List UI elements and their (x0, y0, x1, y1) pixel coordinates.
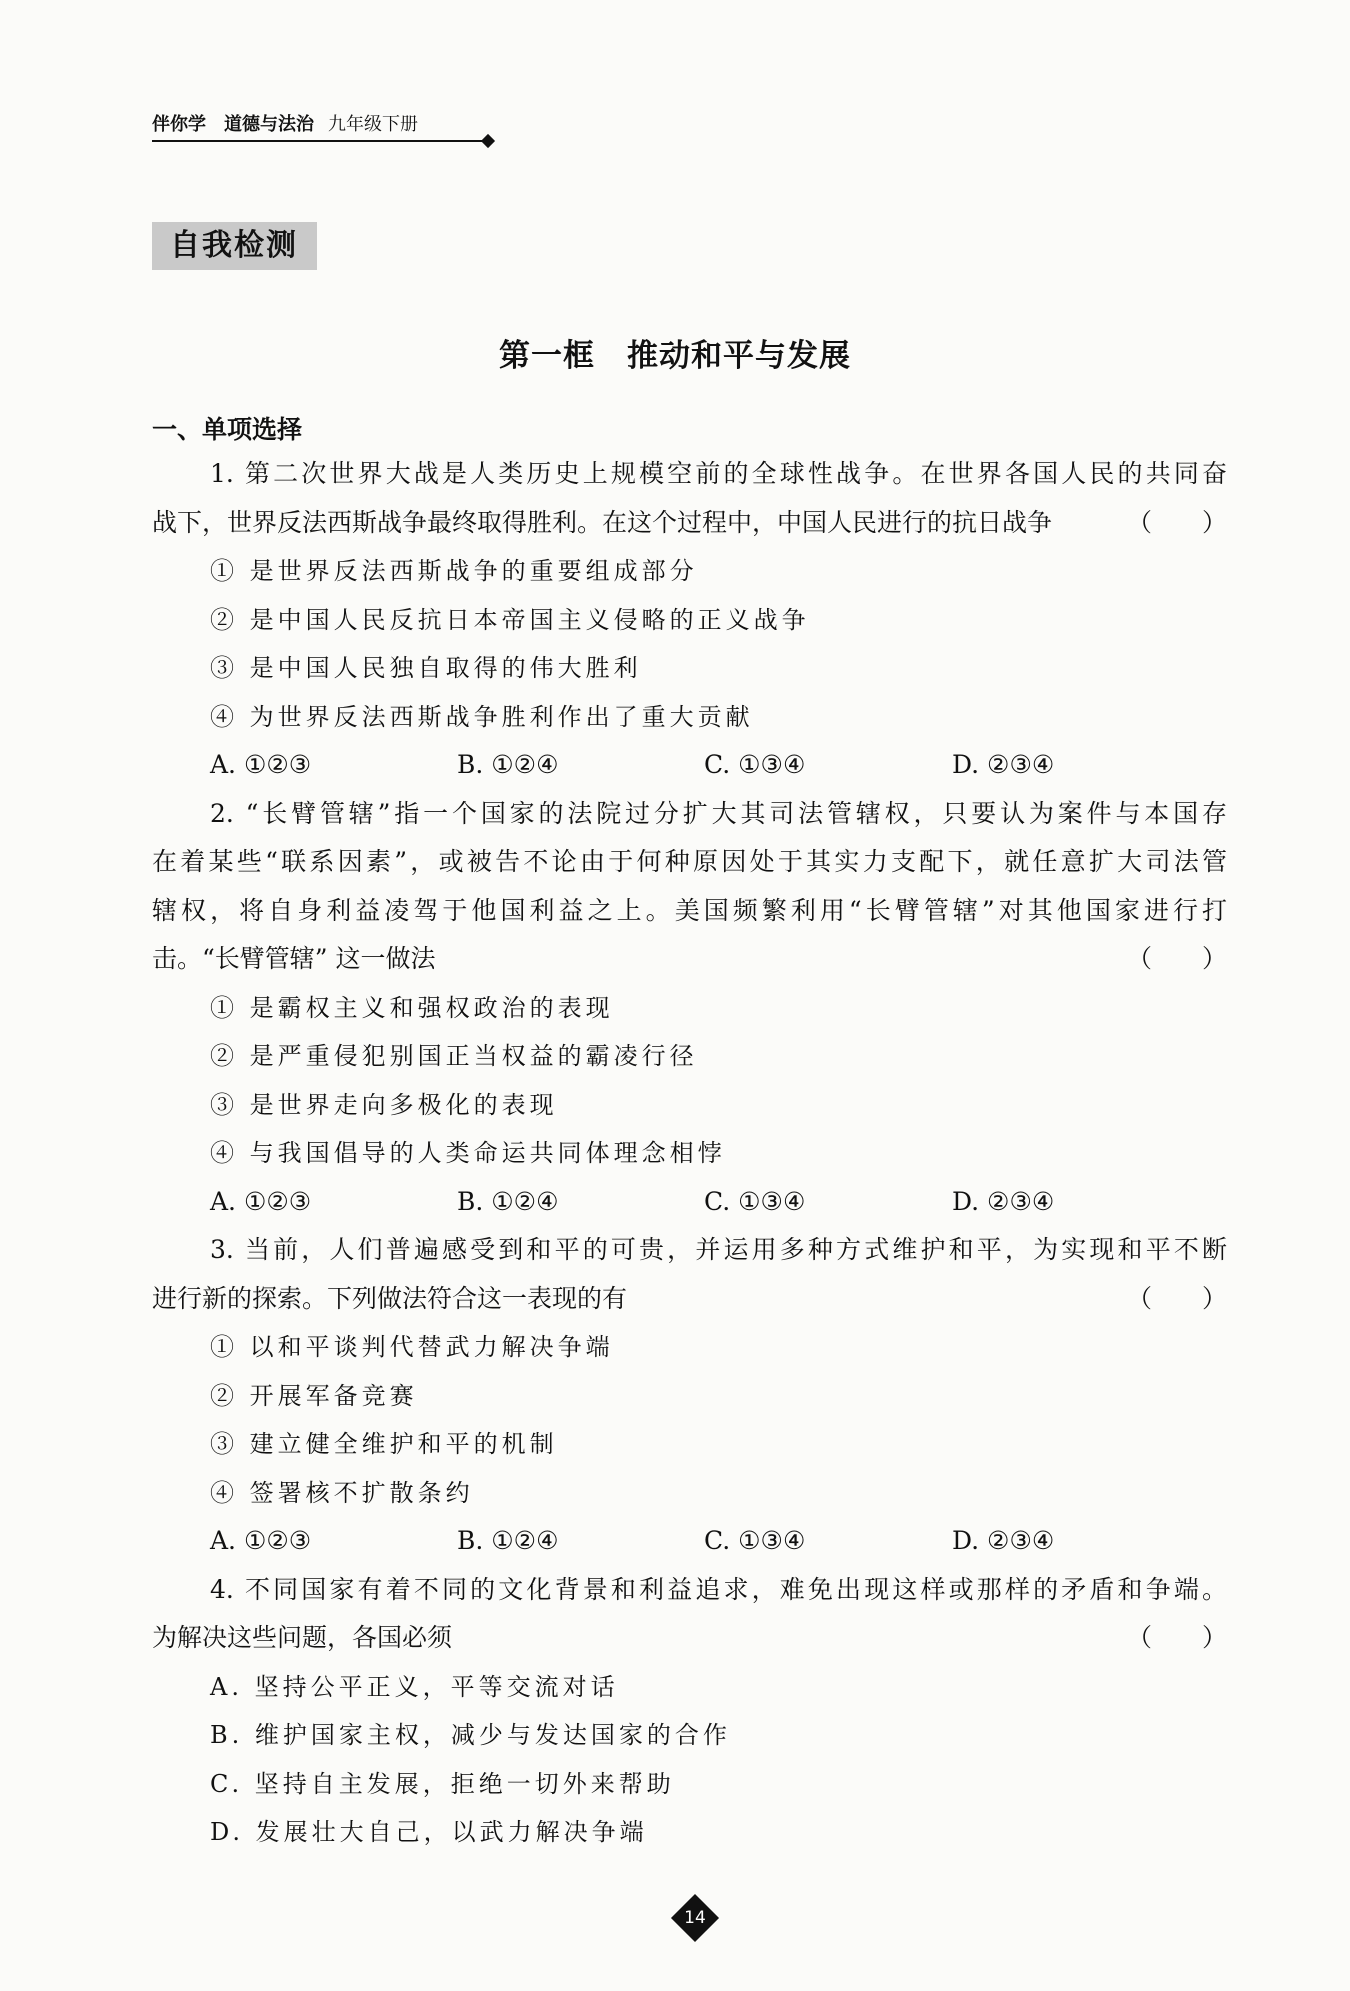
q4-option-c[interactable]: C. 坚持自主发展，拒绝一切外来帮助 (210, 1769, 675, 1798)
q2-option-4: ④ 与我国倡导的人类命运共同体理念相悖 (210, 1139, 726, 1167)
q2-option-3: ③ 是世界走向多极化的表现 (210, 1090, 558, 1119)
q3-choices (152, 1517, 1227, 1566)
lesson-number: 第一框 (499, 338, 595, 374)
page-number: 14 (684, 1908, 706, 1928)
q1-choice-d[interactable]: D. ②③④ (952, 750, 1055, 779)
diamond-icon (481, 134, 495, 148)
section-tag: 自我检测 (152, 222, 317, 270)
q3-choice-c[interactable]: C. ①③④ (704, 1526, 806, 1555)
q4-line-2 (152, 1614, 1227, 1663)
q4-option-b[interactable]: B. 维护国家主权，减少与发达国家的合作 (210, 1721, 731, 1749)
lesson-title (0, 330, 1350, 375)
q3-option-4: ④ 签署核不扩散条约 (210, 1478, 474, 1507)
q1-choice-c[interactable]: C. ①③④ (704, 750, 806, 779)
grade-name: 九年级下册 (328, 114, 418, 135)
q1-line-2 (152, 499, 1227, 548)
q2-choice-c[interactable]: C. ①③④ (704, 1186, 806, 1216)
q3-option-1: ① 以和平谈判代替武力解决争端 (210, 1333, 614, 1361)
q4-option-a[interactable]: A. 坚持公平正义，平等交流对话 (210, 1672, 619, 1701)
q4-option-d[interactable]: D. 发展壮大自己，以武力解决争端 (210, 1818, 648, 1846)
series-name: 伴你学 (152, 114, 206, 135)
subject-name: 道德与法治 (224, 114, 314, 135)
q1-choice-a[interactable]: A. ①②③ (210, 750, 312, 779)
q1-stem-end: 战下，世界反法西斯战争最终取得胜利。在这个过程中，中国人民进行的抗日战争 (152, 507, 1053, 537)
q3-line-1: 3. 当前，人们普遍感受到和平的可贵，并运用多种方式维护和平，为实现和平不断 (210, 1235, 1227, 1264)
q3-answer-blank[interactable]: （ ） (1126, 1283, 1227, 1313)
q1-option-2: ② 是中国人民反抗日本帝国主义侵略的正义战争 (210, 605, 810, 634)
q3-option-3: ③ 建立健全维护和平的机制 (210, 1430, 558, 1458)
q1-option-4: ④ 为世界反法西斯战争胜利作出了重大贡献 (210, 702, 754, 731)
q2-option-2: ② 是严重侵犯别国正当权益的霸凌行径 (210, 1042, 698, 1070)
q3-stem-end: 进行新的探索。下列做法符合这一表现的有 (152, 1283, 628, 1313)
q3-choice-b[interactable]: B. ①②④ (457, 1526, 559, 1555)
q2-choice-a[interactable]: A. ①②③ (210, 1186, 312, 1216)
q4-stem-end: 为解决这些问题，各国必须 (152, 1623, 453, 1652)
lesson-name: 推动和平与发展 (627, 338, 851, 374)
q2-stem-end: 击。“长臂管辖” 这一做法 (152, 944, 436, 973)
q3-choice-d[interactable]: D. ②③④ (952, 1526, 1055, 1555)
q2-choices (152, 1178, 1227, 1227)
q3-choice-a[interactable]: A. ①②③ (210, 1526, 312, 1555)
q3-option-2: ② 开展军备竞赛 (210, 1381, 418, 1410)
q1-answer-blank[interactable]: （ ） (1126, 507, 1227, 537)
part-title: 一、单项选择 (152, 415, 303, 444)
q2-line-4 (152, 935, 1227, 984)
q4-answer-blank[interactable]: （ ） (1126, 1623, 1227, 1652)
running-header (152, 110, 497, 136)
header-text (152, 110, 497, 136)
q2-choice-b[interactable]: B. ①②④ (457, 1186, 559, 1216)
q2-line-2: 在着某些“联系因素”，或被告不论由于何种原因处于其实力支配下，就任意扩大司法管 (152, 847, 1227, 876)
q2-line-3: 辖权，将自身利益凌驾于他国利益之上。美国频繁利用“长臂管辖”对其他国家进行打 (152, 895, 1227, 925)
q2-choice-d[interactable]: D. ②③④ (952, 1186, 1055, 1216)
q1-choices (152, 741, 1227, 790)
header-rule (152, 140, 490, 142)
q1-line-1: 1. 第二次世界大战是人类历史上规模空前的全球性战争。在世界各国人民的共同奋 (210, 459, 1227, 488)
q2-answer-blank[interactable]: （ ） (1126, 944, 1227, 973)
q2-line-1: 2. “长臂管辖”指一个国家的法院过分扩大其司法管辖权，只要认为案件与本国存 (210, 798, 1227, 828)
q3-line-2 (152, 1275, 1227, 1324)
q1-option-1: ① 是世界反法西斯战争的重要组成部分 (210, 557, 698, 585)
q1-option-3: ③ 是中国人民独自取得的伟大胜利 (210, 654, 642, 682)
q1-choice-b[interactable]: B. ①②④ (457, 750, 559, 779)
q4-line-1: 4. 不同国家有着不同的文化背景和利益追求，难免出现这样或那样的矛盾和争端。 (210, 1574, 1227, 1604)
q2-option-1: ① 是霸权主义和强权政治的表现 (210, 993, 614, 1022)
page-number-badge (672, 1895, 718, 1941)
question-list (152, 450, 1227, 1857)
